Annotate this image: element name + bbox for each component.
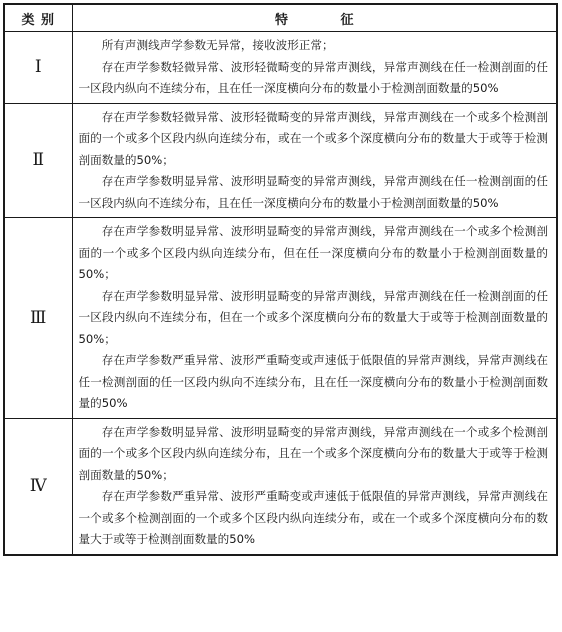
category-cell: Ⅰ (4, 32, 72, 104)
feature-paragraph: 存在声学参数明显异常、波形明显畸变的异常声测线，异常声测线在一个或多个检测剖面的一个或多个区段内纵向连续分布，且在一个或多个深度横向分布的数量大于或等于检测剖面数量的50%； (78, 424, 548, 482)
feature-paragraph: 存在声学参数明显异常、波形明显畸变的异常声测线，异常声测线在任一检测剖面的任一区段内纵向不连续分布，但在一个或多个深度横向分布的数量大于或等于检测剖面数量的50%； (78, 288, 548, 346)
feature-paragraph: 存在声学参数轻微异常、波形轻微畸变的异常声测线，异常声测线在任一检测剖面的任一区段内纵向不连续分布，且在任一深度横向分布的数量小于检测剖面数量的50% (78, 59, 548, 95)
category-cell: Ⅳ (4, 418, 72, 555)
feature-paragraph: 存在声学参数明显异常、波形明显畸变的异常声测线，异常声测线在一个或多个检测剖面的一个或多个区段内纵向连续分布，但在任一深度横向分布的数量小于检测剖面数量的50%； (78, 224, 548, 281)
feature-cell (72, 418, 557, 555)
header-category: 类 别 (4, 4, 72, 32)
table-row (4, 218, 557, 419)
header-features (72, 4, 557, 32)
feature-paragraph: 存在声学参数严重异常、波形严重畸变或声速低于低限值的异常声测线，异常声测线在一个或多个检测剖面的一个或多个区段内纵向连续分布，或在一个或多个深度横向分布的数量大于或等于检测剖面数量的50% (78, 489, 548, 546)
category-cell: Ⅱ (4, 103, 72, 218)
feature-paragraph: 存在声学参数明显异常、波形明显畸变的异常声测线，异常声测线在任一检测剖面的任一区段内纵向不连续分布，且在任一深度横向分布的数量小于检测剖面数量的50% (78, 174, 548, 210)
table-header-row (4, 4, 557, 32)
feature-cell (72, 218, 557, 419)
feature-cell (72, 32, 557, 104)
table-row (4, 418, 557, 555)
feature-paragraph: 存在声学参数轻微异常、波形轻微畸变的异常声测线，异常声测线在一个或多个检测剖面的一个或多个区段内纵向连续分布，或在一个或多个深度横向分布的数量大于或等于检测剖面数量的50%； (78, 109, 548, 167)
classification-table (3, 3, 558, 556)
header-features-label: 特 征 (274, 12, 378, 28)
feature-paragraph: 存在声学参数严重异常、波形严重畸变或声速低于低限值的异常声测线，异常声测线在任一检测剖面的任一区段内纵向不连续分布，且在任一深度横向分布的数量小于检测剖面数量的50% (78, 353, 548, 410)
table-row (4, 103, 557, 218)
feature-cell (72, 103, 557, 218)
table-row (4, 32, 557, 104)
category-cell: Ⅲ (4, 218, 72, 419)
feature-paragraph: 所有声测线声学参数无异常，接收波形正常； (101, 38, 334, 52)
